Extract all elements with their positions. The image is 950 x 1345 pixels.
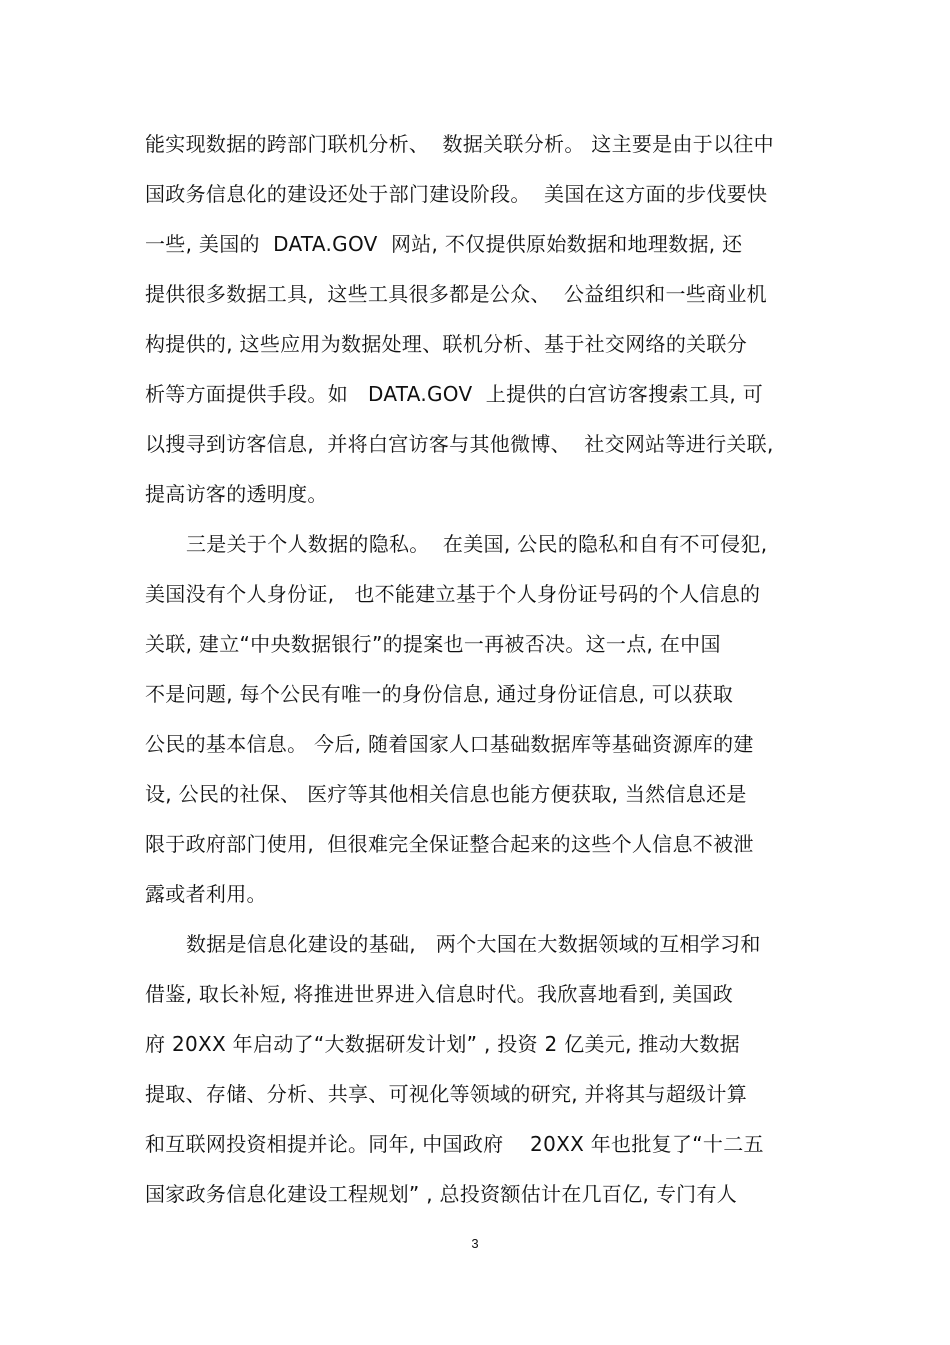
text-line: 提高访客的透明度。 [145,482,328,506]
text-line: 和互联网投资相提并论。同年, 中国政府 20XX 年也批复了“十二五 [145,1132,764,1156]
paragraph-first-line: 数据是信息化建设的基础, 两个大国在大数据领域的互相学习和 [186,932,761,956]
text-line: 能实现数据的跨部门联机分析、 数据关联分析。 这主要是由于以往中 [145,132,774,156]
page-number: 3 [471,1236,479,1251]
text-line: 府 20XX 年启动了“大数据研发计划” , 投资 2 亿美元, 推动大数据 [145,1032,740,1056]
text-line: 不是问题, 每个公民有唯一的身份信息, 通过身份证信息, 可以获取 [145,682,734,706]
paragraph-first-line: 三是关于个人数据的隐私。 在美国, 公民的隐私和自有不可侵犯, [186,532,768,556]
text-line: 提供很多数据工具, 这些工具很多都是公众、 公益组织和一些商业机 [145,282,767,306]
text-line: 公民的基本信息。 今后, 随着国家人口基础数据库等基础资源库的建 [145,732,754,756]
text-line: 提取、存储、分析、共享、可视化等领域的研究, 并将其与超级计算 [145,1082,748,1106]
text-line: 限于政府部门使用, 但很难完全保证整合起来的这些个人信息不被泄 [145,832,754,856]
text-line: 设, 公民的社保、 医疗等其他相关信息也能方便获取, 当然信息还是 [145,782,747,806]
text-line: 国政务信息化的建设还处于部门建设阶段。 美国在这方面的步伐要快 [145,182,768,206]
text-line: 构提供的, 这些应用为数据处理、联机分析、基于社交网络的关联分 [145,332,748,356]
text-line: 以搜寻到访客信息, 并将白宫访客与其他微博、 社交网站等进行关联, [145,432,774,456]
text-line: 美国没有个人身份证, 也不能建立基于个人身份证号码的个人信息的 [145,582,761,606]
text-line: 露或者利用。 [145,882,267,906]
text-line: 一些, 美国的 DATA.GOV 网站, 不仅提供原始数据和地理数据, 还 [145,232,743,256]
text-line: 析等方面提供手段。如 DATA.GOV 上提供的白宫访客搜索工具, 可 [145,382,764,406]
text-line: 国家政务信息化建设工程规划” , 总投资额估计在几百亿, 专门有人 [145,1182,738,1206]
text-line: 借鉴, 取长补短, 将推进世界进入信息时代。我欣喜地看到, 美国政 [145,982,734,1006]
text-line: 关联, 建立“中央数据银行”的提案也一再被否决。这一点, 在中国 [145,632,721,656]
